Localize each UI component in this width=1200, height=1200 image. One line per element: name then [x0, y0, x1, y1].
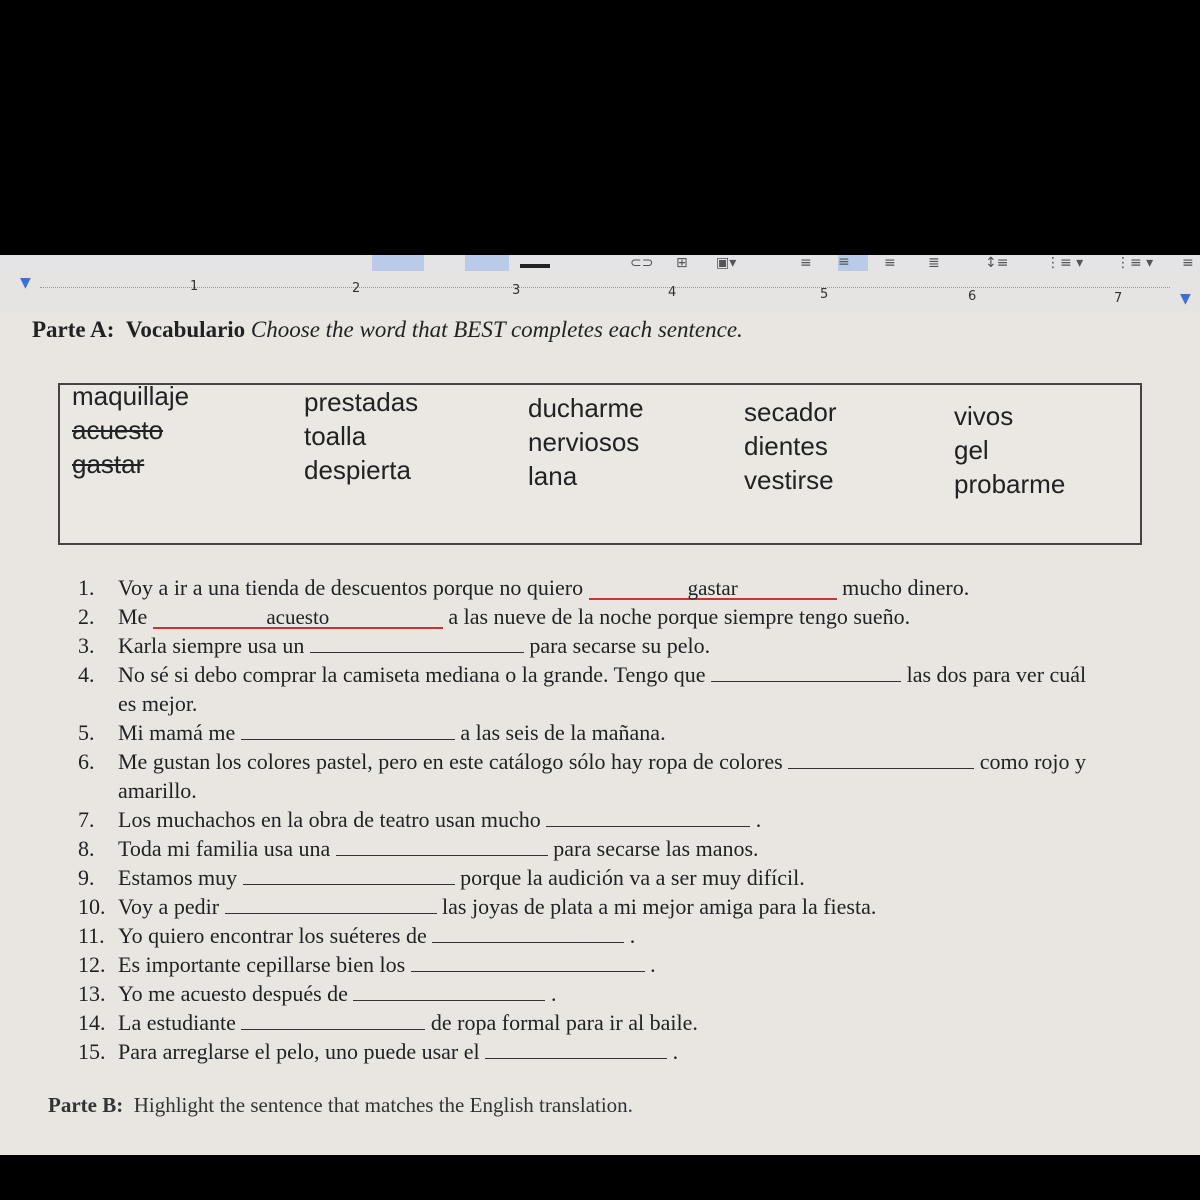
- numbered-list-icon[interactable]: ⋮≡ ▾: [1046, 255, 1084, 271]
- part-a-section: Vocabulario: [125, 317, 246, 342]
- word-bank-column-5: [954, 399, 1065, 501]
- answer-blank[interactable]: [411, 951, 645, 972]
- question-text-after: las joyas de plata a mi mejor amiga para la fiesta.: [442, 894, 877, 919]
- question-text-after: porque la audición va a ser muy difícil.: [460, 865, 805, 890]
- answer-blank[interactable]: [241, 719, 455, 740]
- question-text-before: Yo quiero encontrar los suéteres de: [118, 923, 427, 948]
- part-a-label: Parte A:: [32, 317, 115, 342]
- question-item: [78, 747, 1188, 776]
- question-text-before: Mi mamá me: [118, 720, 236, 745]
- question-item: [78, 631, 1188, 660]
- toolbar-font-color-button[interactable]: [465, 255, 509, 271]
- question-text-before: Voy a ir a una tienda de descuentos porque no quiero: [118, 575, 584, 600]
- question-number: 10.: [78, 894, 106, 919]
- question-text-after: como rojo y: [979, 749, 1087, 774]
- question-continuation: amarillo.: [118, 778, 197, 803]
- line-spacing-icon[interactable]: ↕≡: [985, 255, 1009, 271]
- word-bank-word: vivos: [954, 401, 1014, 431]
- question-text-before: Me gustan los colores pastel, pero en este catálogo sólo hay ropa de colores: [118, 749, 783, 774]
- align-right-icon[interactable]: ≡: [884, 255, 896, 271]
- answer-blank[interactable]: [243, 864, 455, 885]
- word-bank: [58, 383, 1142, 545]
- question-text-after: .: [650, 952, 656, 977]
- word-bank-word: gel: [954, 435, 989, 465]
- word-bank-column-4: [744, 395, 837, 497]
- ruler-number: 4: [668, 285, 677, 300]
- question-text-before: Karla siempre usa un: [118, 633, 305, 658]
- question-item: [78, 805, 1188, 834]
- question-number: 14.: [78, 1010, 106, 1035]
- question-text-after: .: [755, 807, 762, 832]
- add-comment-icon[interactable]: ⊞: [676, 255, 688, 271]
- bulleted-list-icon[interactable]: ⋮≡ ▾: [1116, 255, 1154, 271]
- answer-blank[interactable]: gastar: [589, 578, 837, 600]
- question-text-before: Los muchachos en la obra de teatro usan mucho: [118, 807, 541, 832]
- ruler-number: 3: [512, 283, 521, 298]
- question-list: [78, 573, 1188, 1066]
- question-text-before: Toda mi familia usa una: [118, 836, 331, 861]
- question-text-after: .: [629, 923, 636, 948]
- right-indent-marker-icon[interactable]: ▼: [1180, 291, 1191, 307]
- question-text-after: las dos para ver cuál: [906, 662, 1087, 687]
- question-text-after: .: [550, 981, 557, 1006]
- indent-icon[interactable]: ≡: [1182, 255, 1194, 271]
- question-item: [78, 863, 1188, 892]
- answer-blank[interactable]: [336, 835, 548, 856]
- word-bank-word: despierta: [304, 455, 411, 485]
- ruler-number: 6: [968, 289, 977, 304]
- question-text-before: Voy a pedir: [118, 894, 220, 919]
- question-text-after: para secarse su pelo.: [529, 633, 711, 658]
- link-icon[interactable]: ⊂⊃: [630, 255, 654, 271]
- ruler-number: 2: [352, 281, 361, 296]
- question-text-before: Me: [118, 604, 148, 629]
- question-number: 6.: [78, 749, 95, 774]
- answer-blank[interactable]: [546, 806, 750, 827]
- ruler-number: 1: [190, 279, 199, 294]
- word-bank-word-used: gastar: [72, 449, 145, 479]
- underline-icon[interactable]: [520, 256, 550, 268]
- question-text-before: Es importante cepillarse bien los: [118, 952, 406, 977]
- question-number: 7.: [78, 807, 95, 832]
- question-item: [78, 1037, 1188, 1066]
- word-bank-word: ducharme: [528, 393, 644, 423]
- word-bank-word: lana: [528, 461, 578, 491]
- word-bank-word-used: acuesto: [72, 415, 164, 445]
- word-bank-word: prestadas: [304, 387, 419, 417]
- question-text-before: Para arreglarse el pelo, uno puede usar el: [118, 1039, 480, 1064]
- justify-icon[interactable]: ≣: [928, 255, 940, 271]
- align-center-icon[interactable]: ≡: [838, 255, 868, 271]
- word-bank-word: nerviosos: [528, 427, 640, 457]
- part-a-instruction: Choose the word that BEST completes each sentence.: [250, 317, 743, 342]
- question-number: 13.: [78, 981, 106, 1006]
- question-text-after: .: [672, 1039, 679, 1064]
- ruler[interactable]: [0, 271, 1200, 311]
- answer-blank[interactable]: [485, 1038, 667, 1059]
- word-bank-column-2: [304, 385, 418, 487]
- question-item: [78, 660, 1188, 689]
- word-bank-word: toalla: [304, 421, 367, 451]
- question-continuation: es mejor.: [118, 691, 198, 716]
- answer-blank[interactable]: acuesto: [153, 607, 443, 629]
- answer-blank[interactable]: [241, 1009, 425, 1030]
- question-text-before: Estamos muy: [118, 865, 238, 890]
- question-text-after: para secarse las manos.: [553, 836, 759, 861]
- question-item: [78, 834, 1188, 863]
- document-window: [0, 255, 1200, 1155]
- toolbar-highlight-button[interactable]: [372, 255, 424, 271]
- toolbar: [0, 255, 1200, 271]
- question-number: 4.: [78, 662, 95, 687]
- question-item: [78, 921, 1188, 950]
- question-number: 15.: [78, 1039, 106, 1064]
- insert-image-icon[interactable]: ▣▾: [716, 255, 737, 271]
- ruler-number: 7: [1114, 291, 1123, 306]
- word-bank-column-1: [72, 379, 189, 481]
- left-indent-marker-icon[interactable]: ▼: [20, 275, 31, 291]
- answer-blank[interactable]: [310, 632, 524, 653]
- ruler-ticks: [40, 281, 1170, 288]
- question-text-after: mucho dinero.: [842, 575, 970, 600]
- question-text-after: de ropa formal para ir al baile.: [430, 1010, 698, 1035]
- word-bank-word: secador: [744, 397, 837, 427]
- question-number: 5.: [78, 720, 95, 745]
- question-number: 9.: [78, 865, 95, 890]
- question-number: 1.: [78, 575, 95, 600]
- question-text-before: Yo me acuesto después de: [118, 981, 348, 1006]
- part-a-heading: [32, 317, 743, 343]
- word-bank-word: dientes: [744, 431, 828, 461]
- answer-blank[interactable]: [788, 748, 974, 769]
- part-b-heading: [48, 1093, 633, 1118]
- question-number: 12.: [78, 952, 106, 977]
- question-number: 2.: [78, 604, 95, 629]
- question-item: [78, 950, 1188, 979]
- question-item: [78, 718, 1188, 747]
- question-text-before: La estudiante: [118, 1010, 236, 1035]
- word-bank-word: maquillaje: [72, 381, 190, 411]
- question-item: [78, 1008, 1188, 1037]
- part-b-label: Parte B:: [48, 1093, 124, 1117]
- answer-blank[interactable]: [711, 661, 901, 682]
- question-item: [78, 602, 1188, 631]
- question-number: 11.: [78, 923, 105, 948]
- question-text-before: No sé si debo comprar la camiseta mediana o la grande. Tengo que: [118, 662, 706, 687]
- question-item: [78, 573, 1188, 602]
- word-bank-column-3: [528, 391, 644, 493]
- question-item: [78, 979, 1188, 1008]
- answer-blank[interactable]: [225, 893, 437, 914]
- word-bank-word: vestirse: [744, 465, 834, 495]
- align-left-icon[interactable]: ≡: [800, 255, 812, 271]
- answer-blank[interactable]: [432, 922, 624, 943]
- question-text-after: a las seis de la mañana.: [460, 720, 666, 745]
- part-b-instruction: Highlight the sentence that matches the English translation.: [133, 1093, 633, 1117]
- answer-blank[interactable]: [353, 980, 545, 1001]
- question-number: 8.: [78, 836, 95, 861]
- question-item: [78, 892, 1188, 921]
- question-number: 3.: [78, 633, 95, 658]
- question-text-after: a las nueve de la noche porque siempre tengo sueño.: [448, 604, 911, 629]
- ruler-number: 5: [820, 287, 829, 302]
- word-bank-word: probarme: [954, 469, 1066, 499]
